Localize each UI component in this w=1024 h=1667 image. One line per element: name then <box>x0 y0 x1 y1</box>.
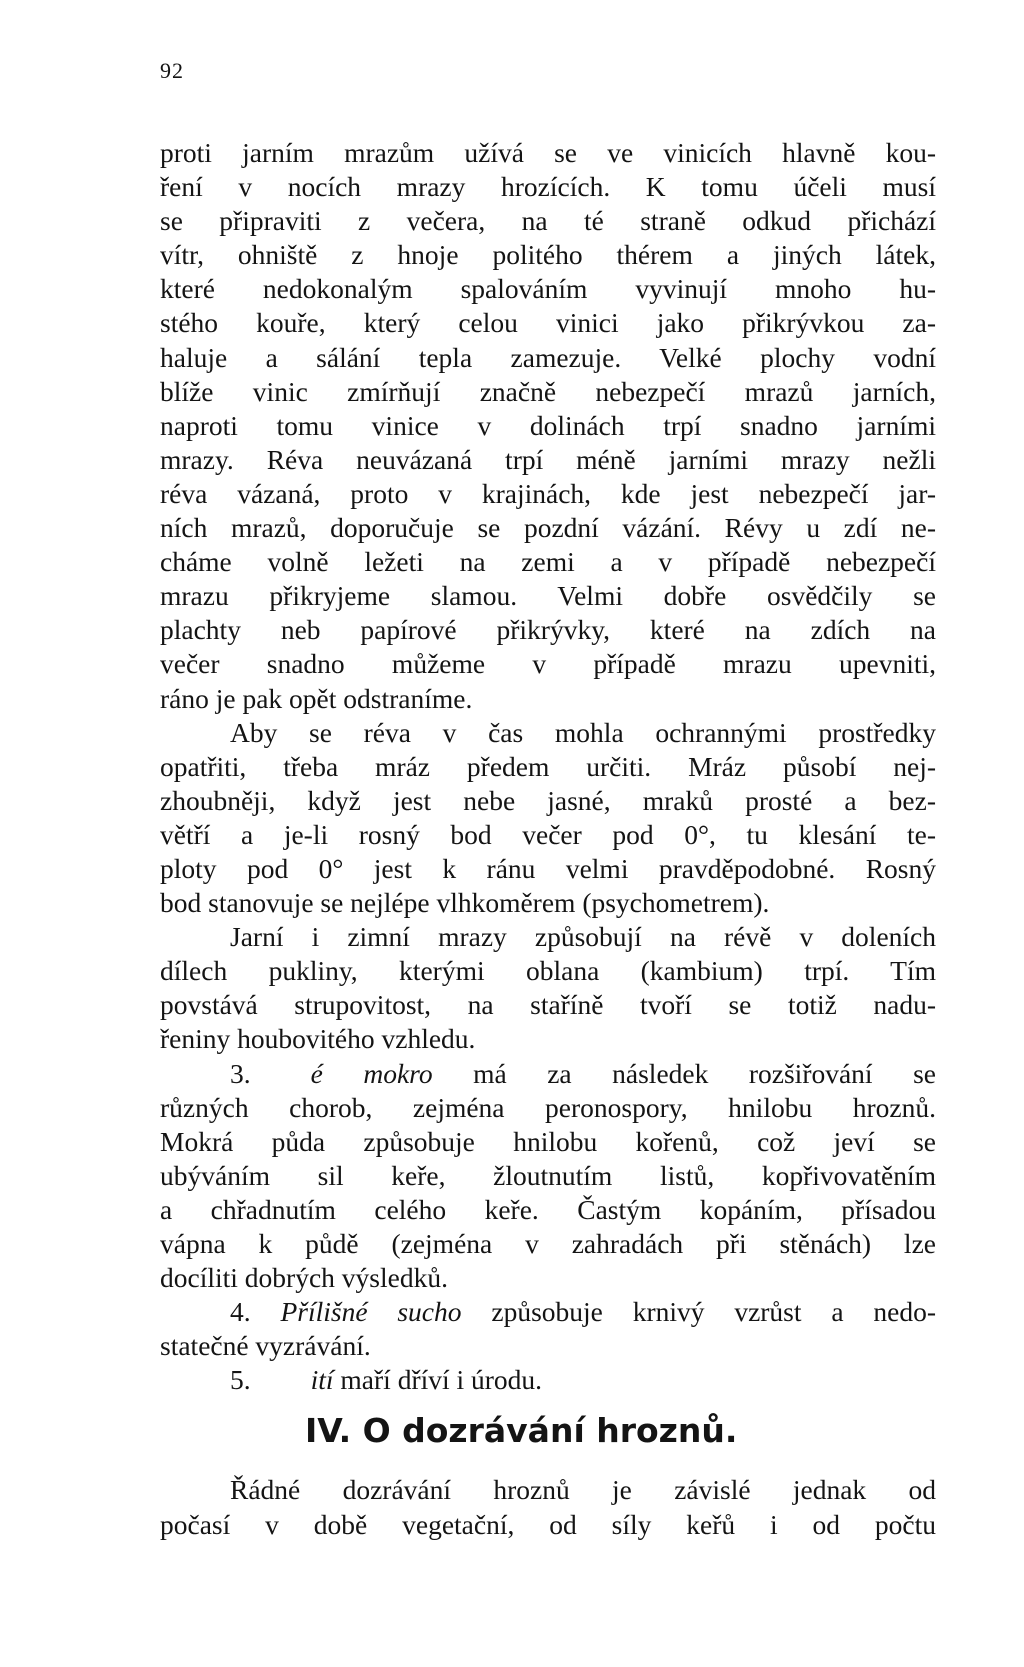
text-line: počasí v době vegetační, od síly keřů i od počtu <box>160 1508 936 1540</box>
text-line: které nedokonalým spalováním vyvinují mnoho hu- <box>160 273 936 305</box>
text-line: naproti tomu vinice v dolinách trpí snadno jarními <box>160 409 936 441</box>
text-line: proti jarním mrazům užívá se ve vinicích hlavně kou- <box>160 137 936 168</box>
text-line: Řádné dozrávání hroznů je závislé jednak od <box>230 1474 936 1506</box>
item-number: 3. <box>230 1057 251 1089</box>
text-line: ráno je pak opět odstraníme. <box>160 682 473 714</box>
list-item-4-first-line <box>160 1295 936 1329</box>
text-line: různých chorob, zejména peronospory, hnilobu hroznů. <box>160 1091 936 1123</box>
item-text: způsobuje krnivý vzrůst a nedo- <box>491 1296 936 1328</box>
text-line: Mokrá půda způsobuje hnilobu kořenů, což jeví se <box>160 1125 936 1157</box>
text-line: dílech pukliny, kterými oblana (kambium) trpí. Tím <box>160 955 936 987</box>
italic-term: Přílišné sucho <box>280 1296 462 1328</box>
text-line: ních mrazů, doporučuje se pozdní vázání. Révy u zdí ne- <box>160 512 936 544</box>
text-line: docíliti dobrých výsledků. <box>160 1262 448 1294</box>
item-number: 4. <box>230 1296 251 1328</box>
text-line: cháme volně ležeti na zemi a v případě nebezpečí <box>160 546 936 578</box>
text-line: plachty neb papírové přikrývky, které na zdích na <box>160 614 936 646</box>
text-line: mrazy. Réva neuvázaná trpí méně jarními mrazy nežli <box>160 443 936 475</box>
item-text: maří dříví i úrodu. <box>340 1364 543 1396</box>
text-line: bod stanovuje se nejlépe vlhkoměrem (psychometrem). <box>160 887 770 919</box>
italic-term: é mokro <box>310 1057 433 1089</box>
list-item-3-first-line <box>160 1057 936 1091</box>
text-line: řeniny houbovitého vzhledu. <box>160 1023 476 1055</box>
text-line: Jarní i zimní mrazy způsobují na révě v doleních <box>230 921 936 953</box>
text-line: vítr, ohniště z hnoje politého thérem a jiných látek, <box>160 239 936 271</box>
text-line: a chřadnutím celého keře. Častým kopáním, přísadou <box>160 1193 936 1225</box>
page-number: 92 <box>160 58 184 83</box>
text-line: blíže vinic zmírňují značně nebezpečí mrazů jarních, <box>160 375 936 407</box>
text-line: statečné vyzrávání. <box>160 1330 371 1362</box>
text-line: ploty pod 0° jest k ránu velmi pravděpodobné. Rosný <box>160 852 936 884</box>
text-line: vápna k půdě (zejména v zahradách při stěnách) lze <box>160 1228 936 1259</box>
list-item-5-line <box>160 1363 936 1397</box>
text-line: povstává strupovitost, na staříně tvoří se totiž nadu- <box>160 989 936 1021</box>
item-text: má za následek rozšiřování se <box>473 1057 936 1089</box>
text-line: haluje a sálání tepla zamezuje. Velké plochy vodní <box>160 341 936 373</box>
section-heading: IV. O dozrávání hroznů. <box>305 1411 738 1451</box>
text-line: se připraviti z večera, na té straně odkud přichází <box>160 205 936 237</box>
text-line: ubýváním sil keře, žloutnutím listů, kopřivovatěním <box>160 1159 936 1191</box>
item-number: 5. <box>230 1364 251 1396</box>
text-line: zhoubněji, když jest nebe jasné, mraků prosté a bez- <box>160 784 936 816</box>
text-line: réva vázaná, proto v krajinách, kde jest nebezpečí jar- <box>160 477 936 509</box>
text-line: večer snadno můžeme v případě mrazu upevniti, <box>160 648 936 680</box>
text-line: Aby se réva v čas mohla ochrannými prostředky <box>230 716 936 748</box>
text-line: větří a je-li rosný bod večer pod 0°, tu klesání te- <box>160 818 936 850</box>
text-line: stého kouře, který celou vinici jako přikrývkou za- <box>160 307 936 339</box>
text-line: ření v nocích mrazy hrozících. K tomu účeli musí <box>160 171 936 203</box>
text-line: mrazu přikryjeme slamou. Velmi dobře osvědčily se <box>160 580 936 612</box>
italic-term: ití <box>310 1364 334 1396</box>
page-text <box>160 136 936 1542</box>
text-line: opatřiti, třeba mráz předem určiti. Mráz působí nej- <box>160 750 936 782</box>
